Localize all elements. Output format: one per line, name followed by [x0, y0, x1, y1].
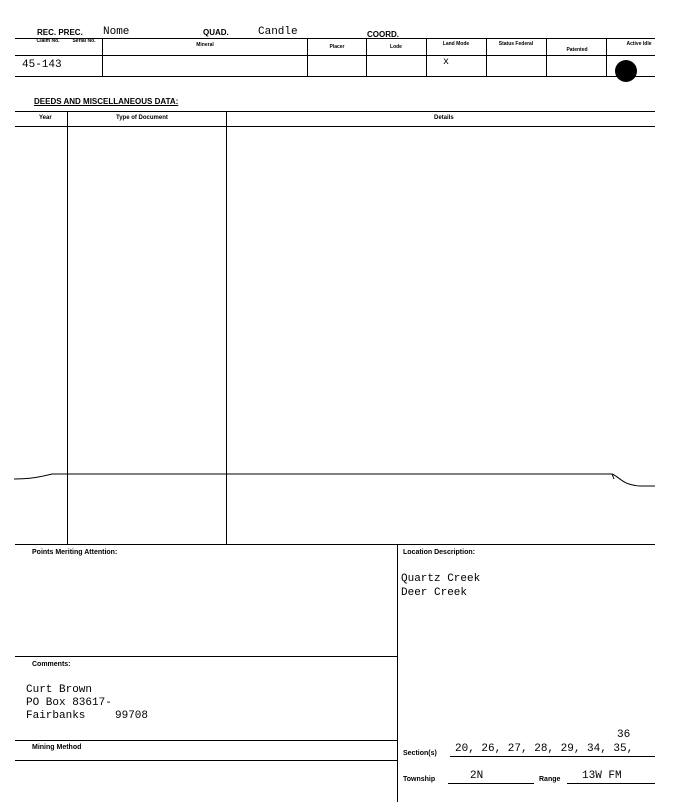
location-label: Location Description:	[403, 549, 475, 556]
points-label: Points Meriting Attention:	[32, 549, 118, 556]
col-lode: Lode	[390, 44, 402, 50]
coord-label: COORD.	[367, 30, 399, 39]
rec-prec-label: REC. PREC.	[37, 28, 83, 37]
col-year: Year	[39, 115, 52, 121]
col-mineral: Mineral	[196, 42, 214, 48]
col-serial-no: Serial No.	[72, 38, 96, 44]
township-underline	[448, 783, 534, 784]
active-mark-dot	[615, 60, 637, 82]
header-divider	[426, 38, 427, 76]
header-divider	[606, 38, 607, 76]
range-label: Range	[539, 776, 561, 783]
header-divider	[366, 38, 367, 76]
deeds-header-rule	[15, 126, 655, 127]
comments-line-3-zip: 99708	[115, 710, 149, 722]
land-mode-value: x	[443, 57, 450, 68]
header-divider	[307, 38, 308, 76]
comments-label: Comments:	[32, 661, 71, 668]
comments-top-rule	[15, 656, 397, 657]
lower-center-divider	[397, 544, 398, 802]
quad-label: QUAD.	[203, 28, 229, 37]
col-placer: Placer	[329, 44, 345, 50]
range-underline	[567, 783, 655, 784]
col-patented: Patented	[566, 47, 588, 53]
comments-line-2: PO Box 83617-	[26, 697, 112, 709]
comments-line-1: Curt Brown	[26, 684, 93, 696]
header-divider	[102, 38, 103, 76]
sections-label: Section(s)	[403, 750, 437, 757]
township-value: 2N	[470, 770, 484, 782]
deeds-top-rule	[15, 111, 655, 112]
deeds-title: DEEDS AND MISCELLANEOUS DATA:	[34, 97, 179, 106]
col-details: Details	[434, 115, 454, 121]
sections-extra-value: 36	[617, 729, 631, 741]
sections-underline	[450, 756, 655, 757]
col-status-federal: Status Federal	[498, 41, 534, 47]
comments-line-3-city: Fairbanks	[26, 710, 86, 722]
sections-value: 20, 26, 27, 28, 29, 34, 35,	[455, 743, 634, 755]
mining-bottom-rule	[15, 760, 397, 761]
range-value: 13W FM	[582, 770, 622, 782]
claim-no-value: 45-143	[22, 59, 62, 71]
header-bottom-rule	[15, 76, 655, 77]
header-top-rule	[15, 38, 655, 39]
col-land-mode: Land Mode	[442, 41, 470, 47]
header-divider	[546, 38, 547, 76]
page-seam-line	[0, 465, 678, 495]
rec-prec-value: Nome	[103, 26, 130, 38]
location-line-1: Quartz Creek	[401, 573, 481, 585]
col-claim-no: Claim No.	[36, 38, 60, 44]
quad-value: Candle	[258, 26, 298, 38]
header-mid-rule	[15, 55, 655, 56]
header-divider	[486, 38, 487, 76]
location-line-2: Deer Creek	[401, 587, 468, 599]
lower-top-rule	[15, 544, 655, 545]
col-active-idle: Active Idle	[626, 41, 652, 47]
township-label: Township	[403, 776, 436, 783]
mining-top-rule	[15, 740, 397, 741]
mining-method-label: Mining Method	[32, 744, 82, 751]
col-type-of-document: Type of Document	[116, 115, 168, 121]
